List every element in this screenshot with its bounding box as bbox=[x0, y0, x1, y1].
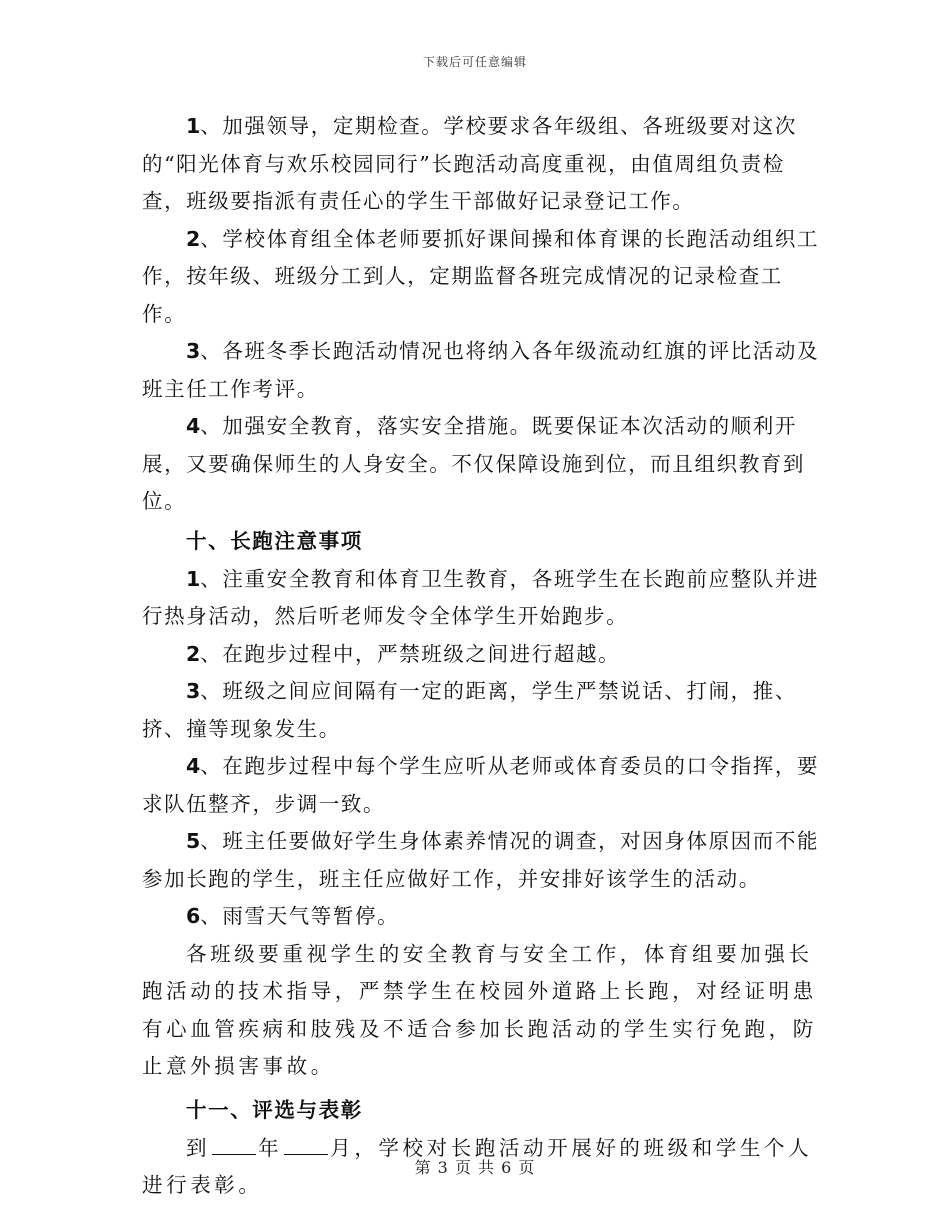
item-text: 、班主任要做好学生身体素养情况的调查，对因身体原因而不能参加长跑的学生，班主任应做好工作，并安排好该学生的活动。 bbox=[142, 829, 820, 891]
text-part: 年 bbox=[258, 1135, 283, 1160]
document-body bbox=[142, 108, 822, 1205]
item-text: 、加强安全教育，落实安全措施。既要保证本次活动的顺利开展，又要确保师生的人身安全。不仅保障设施到位，而且组织教育到位。 bbox=[142, 414, 805, 513]
section10-closing-paragraph: 各班级要重视学生的安全教育与安全工作，体育组要加强长跑活动的技术指导，严禁学生在校园外道路上长跑，对经证明患有心血管疾病和肢残及不适合参加长跑活动的学生实行免跑，防止意外损害事故。 bbox=[142, 941, 817, 1078]
item-number: 2 bbox=[186, 226, 201, 251]
section9-item-1 bbox=[142, 108, 822, 221]
item-number: 4 bbox=[186, 754, 201, 778]
item-text: 、学校体育组全体老师要抓好课间操和体育课的长跑活动组织工作，按年级、班级分工到人，定期监督各班完成情况的记录检查工作。 bbox=[142, 226, 820, 326]
section10-item-5 bbox=[142, 823, 822, 898]
item-text: 、在跑步过程中每个学生应听从老师或体育委员的口令指挥，要求队伍整齐，步调一致。 bbox=[142, 754, 820, 816]
page-header-note: 下载后可任意编辑 bbox=[422, 55, 527, 69]
section10-item-1 bbox=[142, 561, 822, 636]
section10-item-6 bbox=[142, 898, 822, 936]
item-text: 、注重安全教育和体育卫生教育，各班学生在长跑前应整队并进行热身活动，然后听老师发令全体学生开始跑步。 bbox=[142, 566, 820, 628]
item-text: 、雨雪天气等暂停。 bbox=[200, 904, 400, 928]
section10-item-4 bbox=[142, 748, 822, 823]
item-text: 、各班冬季长跑活动情况也将纳入各年级流动红旗的评比活动及班主任工作考评。 bbox=[142, 339, 820, 401]
page-footer: 第 3 页 共 6 页 bbox=[414, 1158, 536, 1177]
item-number: 1 bbox=[186, 566, 201, 591]
item-number: 4 bbox=[186, 414, 201, 438]
text-part: 到 bbox=[186, 1135, 211, 1160]
section9-item-4 bbox=[142, 408, 822, 521]
item-number: 3 bbox=[186, 339, 201, 363]
section10-item-2 bbox=[142, 636, 822, 674]
item-number: 2 bbox=[186, 641, 201, 666]
item-text: 、班级之间应间隔有一定的距离，学生严禁说话、打闹，推、挤、撞等现象发生。 bbox=[142, 679, 797, 741]
item-number: 5 bbox=[186, 829, 201, 853]
text-part: 月，学校对长跑活动开展好的班级和学生个人进行表彰。 bbox=[142, 1135, 813, 1197]
item-text: 、在跑步过程中，严禁班级之间进行超越。 bbox=[200, 641, 621, 666]
section11-heading: 十一、评选与表彰 bbox=[186, 1097, 363, 1122]
item-text: 、加强领导，定期检查。学校要求各年级组、各班级要对这次的“阳光体育与欢乐校园同行”长跑活动高度重视，由值周组负责检查，班级要指派有责任心的学生干部做好记录登记工作。 bbox=[142, 114, 797, 213]
item-number: 3 bbox=[186, 679, 201, 703]
item-number: 6 bbox=[186, 904, 201, 928]
section9-item-2 bbox=[142, 221, 822, 334]
item-number: 1 bbox=[186, 114, 201, 138]
section10-heading: 十、长跑注意事项 bbox=[186, 528, 363, 553]
section10-item-3 bbox=[142, 673, 822, 748]
section9-item-3 bbox=[142, 333, 822, 408]
